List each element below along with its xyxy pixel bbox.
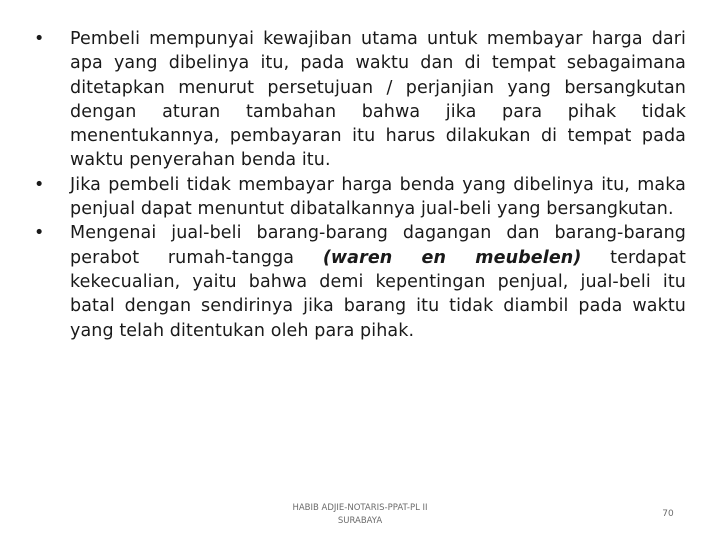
bullet-dot-icon: •: [34, 174, 45, 195]
bullet-text-3-emphasis: (waren en meubelen): [322, 247, 582, 268]
footer-line-2: SURABAYA: [337, 516, 383, 526]
footer-line-1: HABIB ADJIE-NOTARIS-PPAT-PL II: [292, 503, 428, 513]
bullet-item-2: [34, 173, 686, 222]
bullet-dot-icon: •: [34, 29, 45, 49]
bullet-item-3: [34, 221, 686, 342]
bullet-dot-icon: •: [34, 223, 45, 244]
page-number: 70: [662, 509, 674, 519]
bullet-text-1: Pembeli mempunyai kewajiban utama untuk membayar harga dari apa yang dibelinya itu, pada waktu dan di tempat sebagaimana ditetapkan menurut persetujuan / perjanjian yang bersangkutan dengan aturan tambahan bahwa jika para pihak tidak menentukannya, pembayaran itu harus dilakukan di tempat pada waktu penyerahan benda itu.: [70, 29, 686, 171]
bullet-text-2: Jika pembeli tidak membayar harga benda yang dibelinya itu, maka penjual dapat menuntut dibatalkannya jual-beli yang bersangkutan.: [70, 174, 686, 220]
bullet-item-1: [34, 27, 686, 173]
bullet-list: [34, 27, 686, 343]
bullet-text-3-after: terdapat kekecualian, yaitu bahwa demi kepentingan penjual, jual-beli itu batal dengan sendirinya jika barang itu tidak diambil pada waktu yang telah ditentukan oleh para pihak.: [70, 247, 686, 341]
footer-text: [250, 502, 470, 528]
bullet-text-3-before: Mengenai jual-beli barang-barang dagangan dan barang-barang perabot rumah-tangga: [70, 223, 686, 268]
